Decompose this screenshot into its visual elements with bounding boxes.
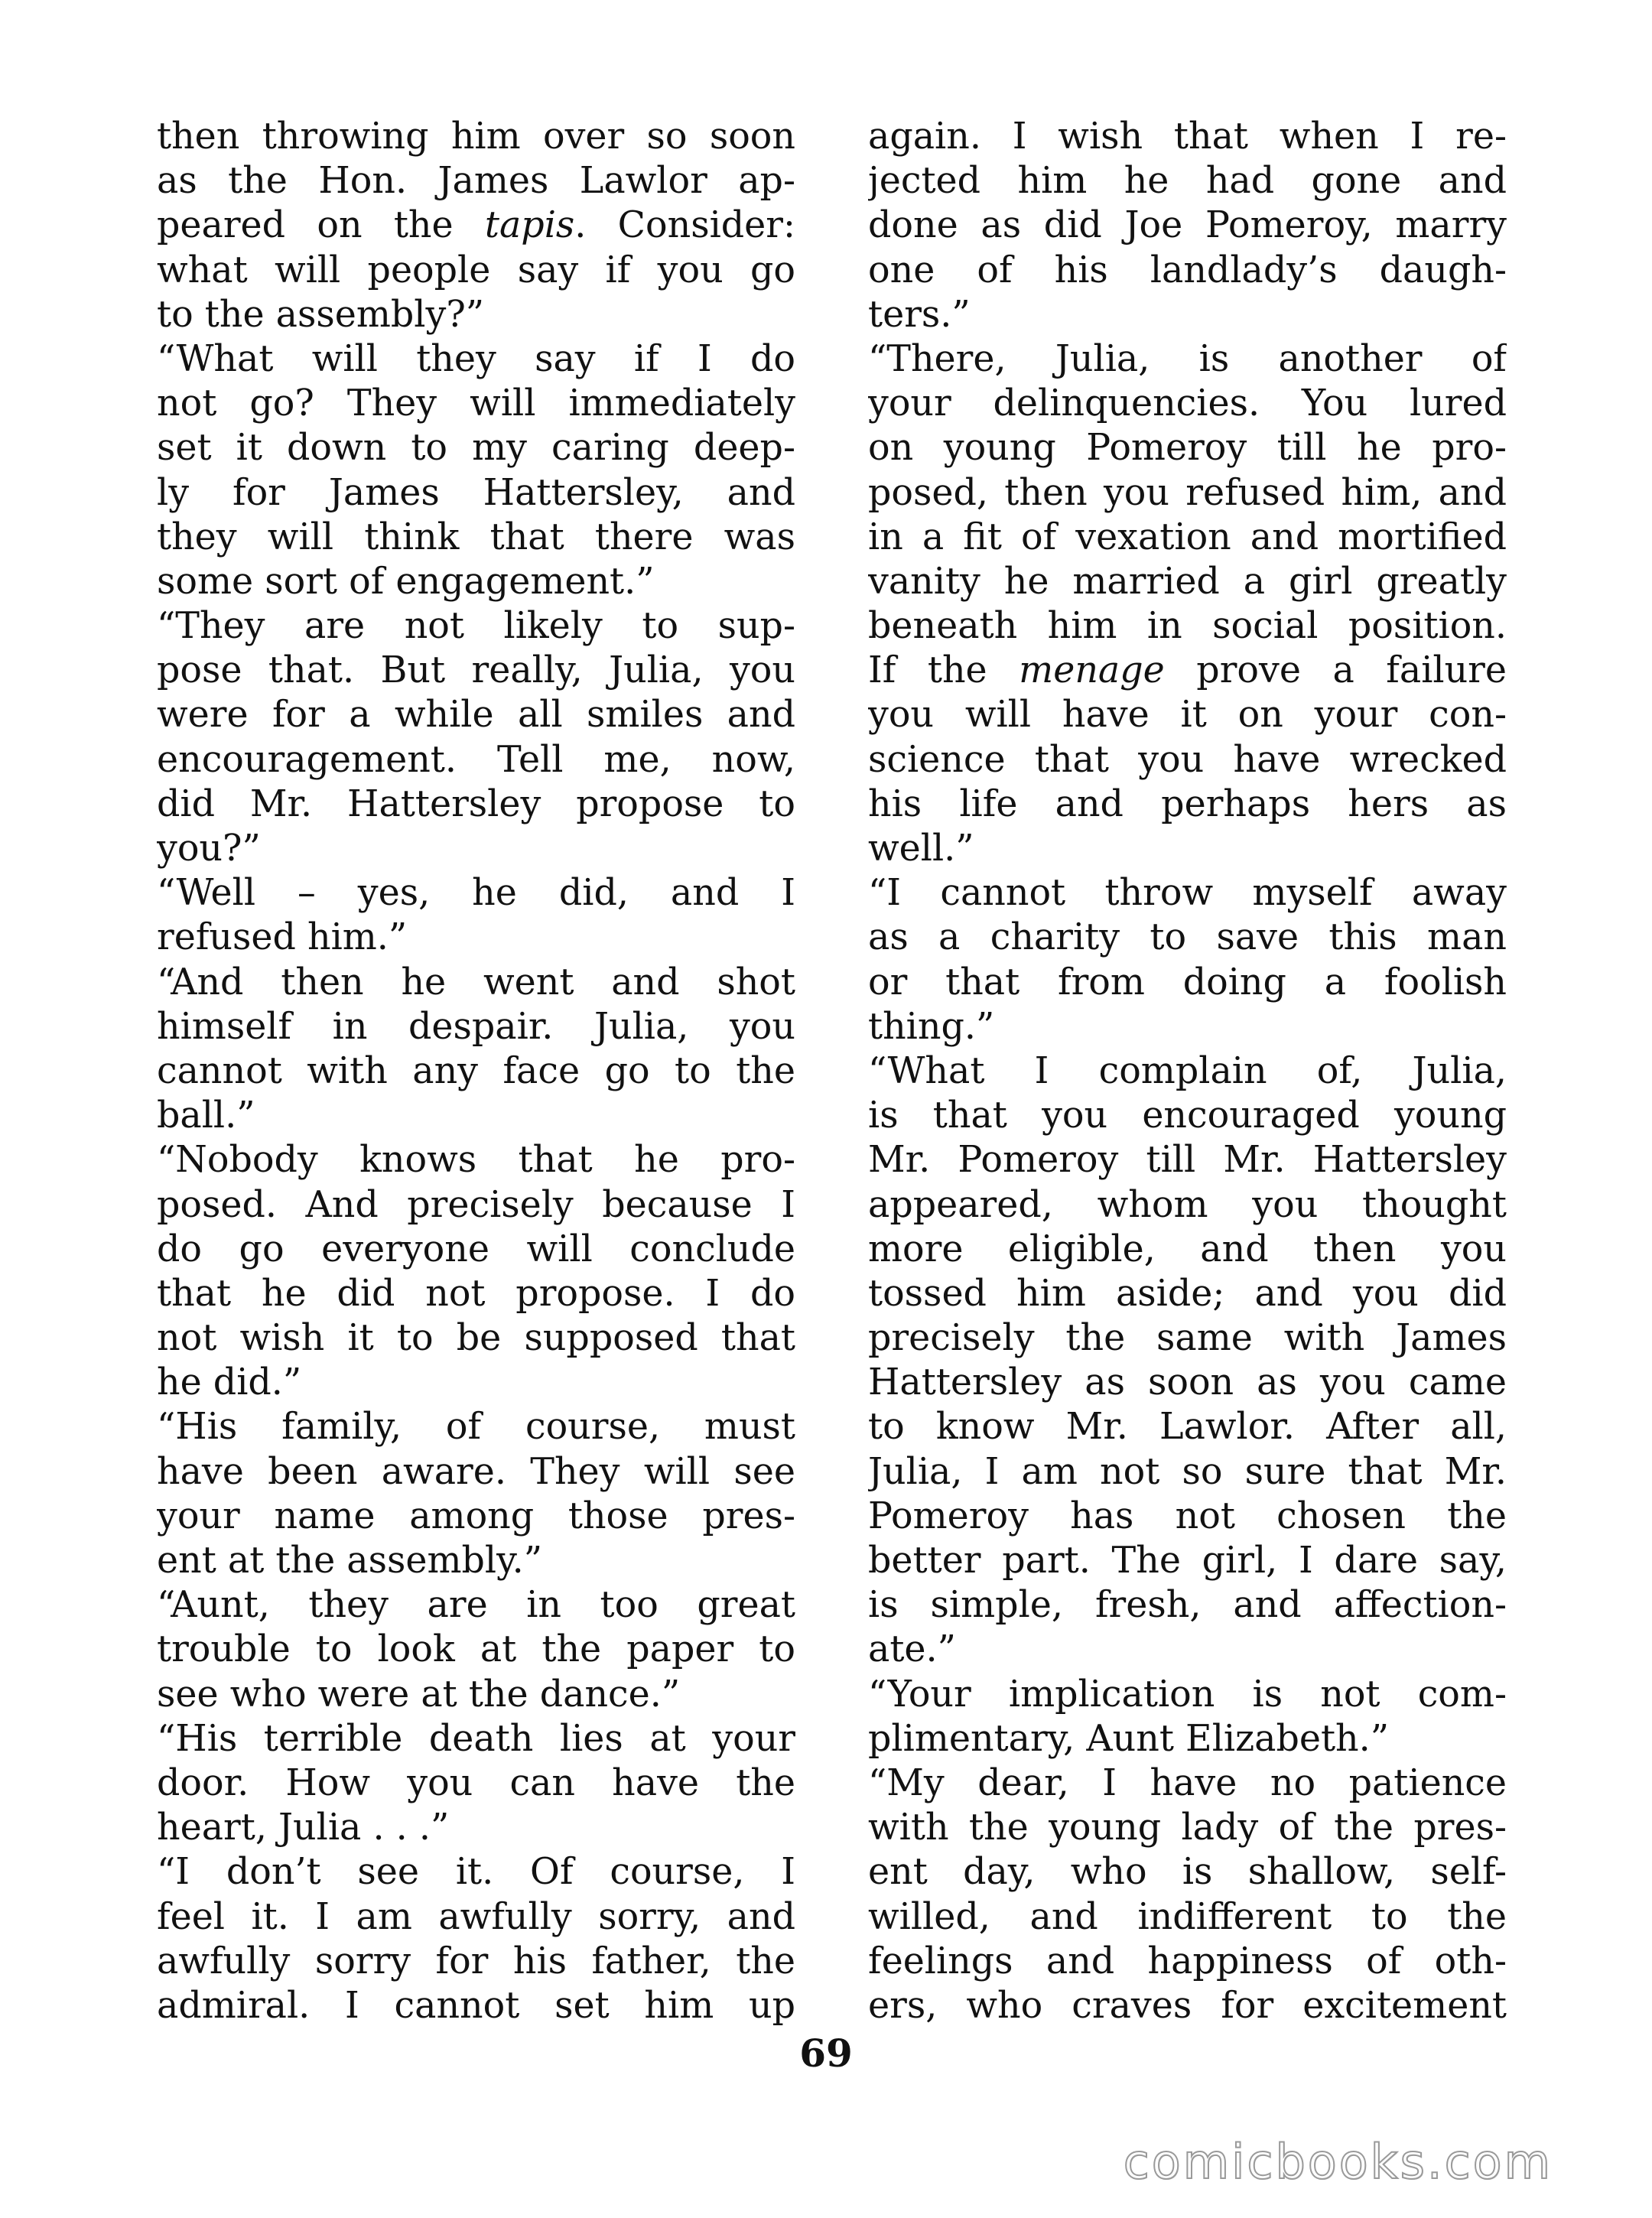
text-line: see who were at the dance.” <box>157 1673 681 1716</box>
text-line: “His family, of course, must <box>157 1406 795 1449</box>
watermark-logo: comicbooks.com <box>1123 2134 1553 2190</box>
text-line: precisely the same with James <box>868 1317 1507 1360</box>
text-line: not wish it to be supposed that <box>157 1317 795 1360</box>
text-line: “And then he went and shot <box>157 961 795 1003</box>
text-line: better part. The girl, I dare say, <box>868 1540 1507 1582</box>
text-line: plimentary, Aunt Elizabeth.” <box>868 1717 1390 1760</box>
text-line: “I cannot throw myself away <box>868 872 1507 915</box>
text-line: ate.” <box>868 1628 956 1671</box>
text-line: is simple, fresh, and affection- <box>868 1584 1507 1627</box>
text-line: that he did not propose. I do <box>157 1272 795 1315</box>
text-line: “What will they say if I do <box>157 337 795 380</box>
text-line: feel it. I am awfully sorry, and <box>157 1895 795 1938</box>
text-line: do go everyone will conclude <box>157 1228 795 1270</box>
text-line: “There, Julia, is another of <box>868 337 1507 380</box>
text-line: door. How you can have the <box>157 1761 795 1804</box>
left-text-column <box>157 115 795 2028</box>
text-line: what will people say if you go <box>157 249 795 291</box>
page-number: 69 <box>799 2031 853 2076</box>
text-line: or that from doing a foolish <box>868 961 1507 1003</box>
text-line: you will have it on your con- <box>868 694 1507 737</box>
text-line: did Mr. Hattersley propose to <box>157 782 795 825</box>
text-line: as a charity to save this man <box>868 916 1507 959</box>
text-line: to know Mr. Lawlor. After all, <box>868 1406 1507 1449</box>
text-line: in a fit of vexation and mortified <box>868 515 1507 558</box>
text-line: appeared, whom you thought <box>868 1183 1507 1226</box>
text-line: your delinquencies. You lured <box>868 382 1507 425</box>
text-line: one of his landlady’s daugh- <box>868 249 1507 291</box>
text-line: “I don’t see it. Of course, I <box>157 1851 795 1894</box>
text-line: Pomeroy has not chosen the <box>868 1494 1507 1537</box>
text-line: posed. And precisely because I <box>157 1183 795 1226</box>
text-line: “They are not likely to sup- <box>157 605 795 648</box>
text-line: trouble to look at the paper to <box>157 1628 795 1671</box>
text-line: were for a while all smiles and <box>157 694 795 737</box>
text-line: admiral. I cannot set him up <box>157 1984 795 2027</box>
text-line: peared on the tapis. Consider: <box>157 204 795 247</box>
text-line: not go? They will immediately <box>157 382 795 425</box>
text-line: to the assembly?” <box>157 293 485 336</box>
text-line: himself in despair. Julia, you <box>157 1005 795 1048</box>
text-line: Hattersley as soon as you came <box>868 1361 1507 1404</box>
text-line: cannot with any face go to the <box>157 1049 795 1092</box>
text-line: again. I wish that when I re- <box>868 115 1507 158</box>
text-line: he did.” <box>157 1361 302 1404</box>
text-line: well.” <box>868 828 974 870</box>
text-line: ters.” <box>868 293 971 336</box>
right-text-column <box>868 115 1507 2028</box>
text-line: is that you encouraged young <box>868 1094 1507 1137</box>
text-line: “My dear, I have no patience <box>868 1761 1507 1804</box>
text-line: thing.” <box>868 1005 995 1048</box>
text-line: feelings and happiness of oth- <box>868 1940 1507 1982</box>
text-line: “Nobody knows that he pro- <box>157 1139 795 1182</box>
text-line: some sort of engagement.” <box>157 560 655 603</box>
text-line: refused him.” <box>157 916 408 959</box>
text-line: If the menage prove a failure <box>868 649 1507 692</box>
text-line: have been aware. They will see <box>157 1450 795 1493</box>
text-line: awfully sorry for his father, the <box>157 1940 795 1982</box>
text-line: more eligible, and then you <box>868 1228 1507 1270</box>
text-line: ball.” <box>157 1094 255 1137</box>
text-line: as the Hon. James Lawlor ap- <box>157 160 795 203</box>
text-line: ly for James Hattersley, and <box>157 471 795 514</box>
text-line: on young Pomeroy till he pro- <box>868 427 1507 470</box>
text-line: his life and perhaps hers as <box>868 782 1507 825</box>
text-line: pose that. But really, Julia, you <box>157 649 795 692</box>
text-line: ent day, who is shallow, self- <box>868 1851 1507 1894</box>
text-line: science that you have wrecked <box>868 738 1507 781</box>
text-line: “Your implication is not com- <box>868 1673 1507 1716</box>
text-line: jected him he had gone and <box>868 160 1507 203</box>
text-line: vanity he married a girl greatly <box>868 560 1507 603</box>
text-line: tossed him aside; and you did <box>868 1272 1507 1315</box>
text-line: then throwing him over so soon <box>157 115 795 158</box>
text-line: encouragement. Tell me, now, <box>157 738 795 781</box>
text-line: willed, and indifferent to the <box>868 1895 1507 1938</box>
text-line: “What I complain of, Julia, <box>868 1049 1507 1092</box>
text-line: Julia, I am not so sure that Mr. <box>868 1450 1507 1493</box>
text-line: done as did Joe Pomeroy, marry <box>868 204 1507 247</box>
text-line: ent at the assembly.” <box>157 1540 543 1582</box>
text-line: Mr. Pomeroy till Mr. Hattersley <box>868 1139 1507 1182</box>
text-line: your name among those pres- <box>157 1494 795 1537</box>
text-line: ers, who craves for excitement <box>868 1984 1507 2027</box>
text-line: “Aunt, they are in too great <box>157 1584 795 1627</box>
text-line: posed, then you refused him, and <box>868 471 1507 514</box>
text-line: you?” <box>157 828 261 870</box>
text-line: “His terrible death lies at your <box>157 1717 795 1760</box>
text-line: they will think that there was <box>157 515 795 558</box>
text-line: beneath him in social position. <box>868 605 1507 648</box>
text-line: with the young lady of the pres- <box>868 1807 1507 1849</box>
text-line: “Well – yes, he did, and I <box>157 872 795 915</box>
text-line: heart, Julia . . .” <box>157 1807 450 1849</box>
text-line: set it down to my caring deep- <box>157 427 795 470</box>
